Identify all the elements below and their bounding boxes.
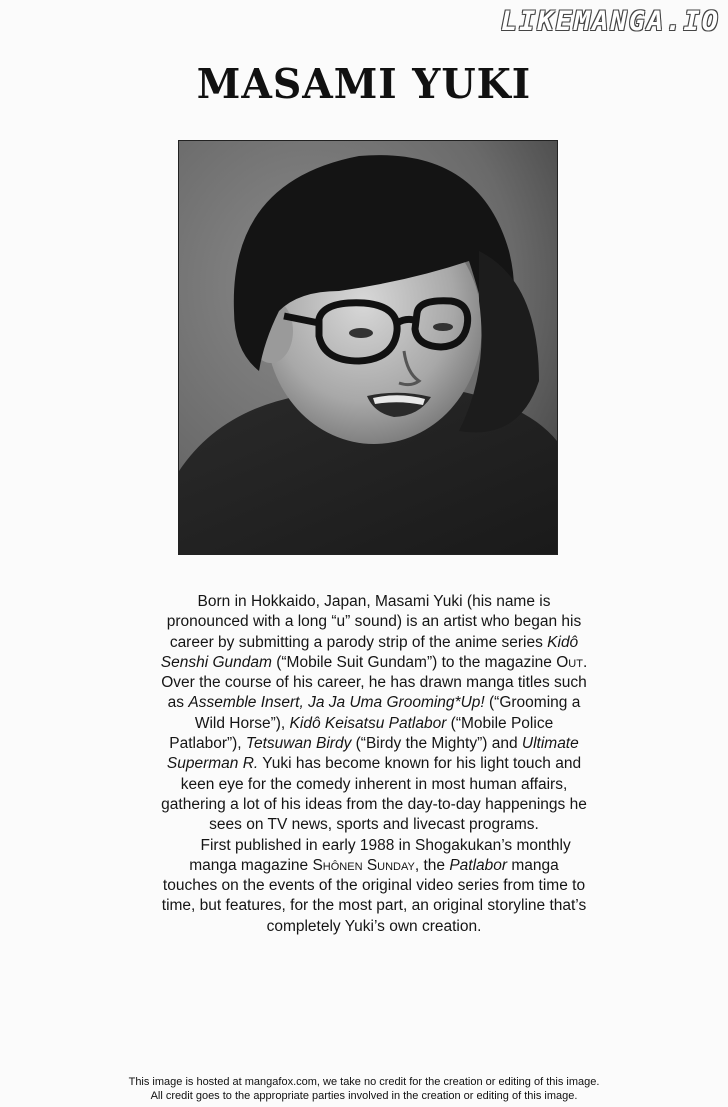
bio-segment: Born in Hokkaido, Japan, Masami Yuki (his name is pronounced with a long “u” sound) is an artist who began his career by submitting a parody strip of the anime series [166, 593, 582, 651]
disclaimer-line-2: All credit goes to the appropriate parties involved in the creation or editing of this image. [150, 1090, 578, 1102]
page-title: MASAMI YUKI [196, 60, 532, 108]
disclaimer-line-1: This image is hosted at mangafox.com, we take no credit for the creation or editing of this image. [128, 1076, 600, 1088]
bio-segment: (“Grooming a Wild Horse”), [194, 694, 581, 732]
bio-segment: (“Mobile Police Patlabor”), [169, 714, 554, 753]
bio-segment: Kidô Senshi Gundam [160, 633, 579, 671]
author-bio [160, 592, 588, 937]
bio-segment: Tetsuwan Birdy [245, 735, 352, 753]
bio-segment: Assemble Insert, Ja Ja Uma Grooming*Up! [188, 694, 485, 712]
bio-segment: (“Birdy the Mighty”) and [351, 735, 522, 753]
hosting-disclaimer [0, 1075, 728, 1103]
bio-segment: (“Mobile Suit Gundam”) to the magazine [271, 653, 557, 671]
author-photo [178, 140, 558, 555]
bio-segment: Out [556, 653, 583, 671]
bio-segment: Ultimate Superman R. [166, 735, 579, 773]
bio-segment: Kidô Keisatsu Patlabor [289, 714, 447, 732]
bio-segment: Yuki has become known for his light touch and keen eye for the comedy inherent in most human affairs, gathering a lot of his ideas from the day-to-day happenings he sees on TV news, sports and livecast programs. [161, 755, 587, 834]
bio-segment: Shônen Sunday [312, 856, 415, 874]
bio-segment: manga touches on the events of the original video series from time to time, but features, for the most part, an original storyline that’s completely Yuki’s own creation. [161, 856, 587, 935]
bio-segment: , the [414, 856, 450, 874]
bio-paragraph-1 [160, 592, 588, 836]
bio-segment: . Over the course of his career, he has drawn manga titles such as [161, 653, 588, 712]
site-watermark: LIKEMANGA.IO [500, 6, 720, 37]
bio-paragraph-2 [160, 836, 588, 937]
bio-segment: First published in early 1988 in Shogakukan’s monthly manga magazine [189, 836, 571, 874]
bio-segment: Patlabor [449, 856, 508, 874]
